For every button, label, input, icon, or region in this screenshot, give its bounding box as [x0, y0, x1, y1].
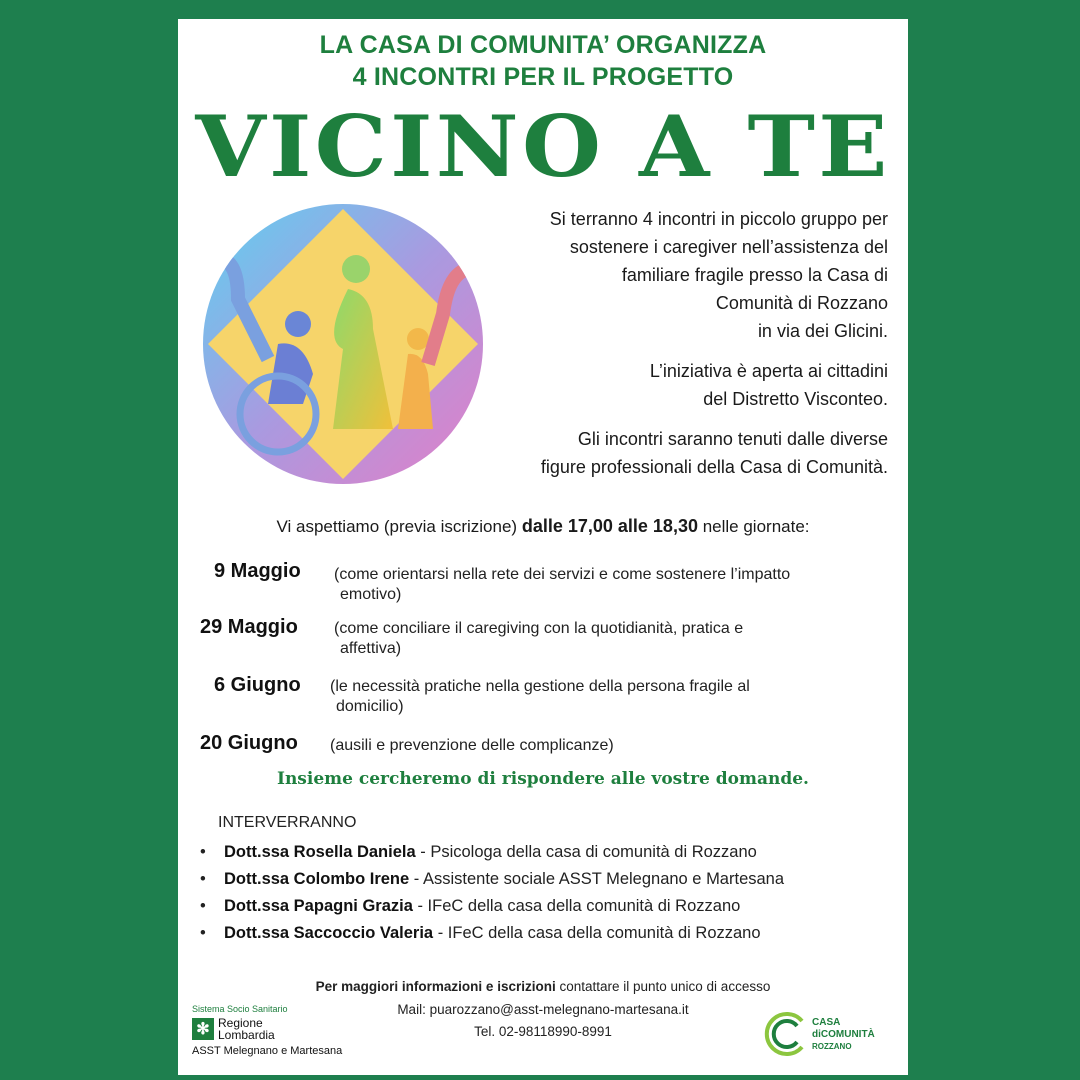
list-item: [200, 839, 890, 866]
event-date: 6 Giugno: [214, 674, 301, 696]
casa-di-comunita-logo: [764, 1011, 894, 1061]
cdc-line-3: ROZZANO: [812, 1042, 852, 1051]
cdc-line-1: CASA: [812, 1017, 841, 1028]
intro-line: Gli incontri saranno tenuti dalle diverse: [577, 429, 888, 449]
schedule-intro: [178, 516, 908, 537]
system-label: Sistema Socio Sanitario: [192, 1004, 288, 1014]
speaker-name: Dott.ssa Rosella Daniela: [224, 843, 416, 861]
bullet-icon: •: [200, 897, 206, 915]
event-desc: (come orientarsi nella rete dei servizi e come sostenere l’impatto: [334, 566, 791, 583]
schedule-pre: Vi aspettiamo (previa iscrizione): [276, 517, 518, 536]
community-illustration: [198, 199, 488, 489]
event-date: 9 Maggio: [214, 560, 301, 582]
intro-line: familiare fragile presso la Casa di: [621, 265, 888, 285]
schedule-time: dalle 17,00 alle 18,30: [521, 516, 698, 536]
intro-line: del Distretto Visconteo.: [703, 389, 888, 409]
header-line-1: LA CASA DI COMUNITA’ ORGANIZZA: [319, 31, 767, 59]
schedule-post: nelle giornate:: [702, 517, 810, 536]
contact-rest: contattare il punto unico di accesso: [555, 979, 771, 994]
contact-bold: Per maggiori informazioni e iscrizioni: [315, 979, 556, 994]
lombardia-rose-icon: ✻: [192, 1018, 214, 1040]
event-desc: (ausili e prevenzione delle complicanze): [330, 737, 614, 754]
event-desc: (come conciliare il caregiving con la quotidianità, pratica e: [334, 620, 744, 637]
event-desc: (le necessità pratiche nella gestione della persona fragile al: [330, 678, 750, 695]
bullet-icon: •: [200, 870, 206, 888]
bullet-icon: •: [200, 843, 206, 861]
intro-line: sostenere i caregiver nell’assistenza del: [569, 237, 888, 257]
intro-line: Comunità di Rozzano: [715, 293, 888, 313]
speakers-list: [200, 839, 890, 947]
asst-label: ASST Melegnano e Martesana: [192, 1045, 343, 1057]
intro-line: figure professionali della Casa di Comunità.: [540, 457, 888, 477]
contact-phone: Tel. 02-98118990-8991: [474, 1024, 612, 1039]
casa-comunita-icon: [764, 1011, 810, 1057]
speaker-role: - Psicologa della casa di comunità di Rozzano: [415, 843, 757, 861]
contact-mail: Mail: puarozzano@asst-melegnano-martesana.it: [397, 1002, 689, 1017]
speaker-name: Dott.ssa Papagni Grazia: [224, 897, 413, 915]
poster: [178, 19, 908, 1075]
region-line-1: Regione: [218, 1016, 263, 1030]
event-date: 29 Maggio: [200, 616, 298, 638]
list-item: [200, 920, 890, 947]
speaker-name: Dott.ssa Saccoccio Valeria: [224, 924, 434, 942]
speaker-role: - IFeC della casa della comunità di Rozzano: [412, 897, 741, 915]
page-title: VICINO A TE: [195, 97, 891, 196]
event-desc: affettiva): [340, 640, 402, 657]
intro-text: [448, 205, 888, 493]
intro-line: Si terranno 4 incontri in piccolo gruppo per: [549, 209, 888, 229]
event-date: 20 Giugno: [200, 732, 298, 754]
intro-line: in via dei Glicini.: [757, 321, 888, 341]
speaker-role: - Assistente sociale ASST Melegnano e Martesana: [409, 870, 785, 888]
speakers-title: INTERVERRANNO: [218, 814, 357, 831]
intro-line: L’iniziativa è aperta ai cittadini: [649, 361, 888, 381]
list-item: [200, 866, 890, 893]
bullet-icon: •: [200, 924, 206, 942]
event-desc: emotivo): [340, 586, 402, 603]
contact-info: [178, 979, 908, 994]
region-line-2: Lombardia: [218, 1028, 275, 1042]
list-item: [200, 893, 890, 920]
cdc-line-2: diCOMUNITÀ: [812, 1029, 875, 1040]
speaker-role: - IFeC della casa della comunità di Rozzano: [433, 924, 761, 942]
event-desc: domicilio): [336, 698, 404, 715]
speaker-name: Dott.ssa Colombo Irene: [224, 870, 410, 888]
tagline: Insieme cercheremo di rispondere alle vostre domande.: [277, 769, 809, 789]
regione-lombardia-logo: [192, 1004, 382, 1057]
header-line-2: 4 INCONTRI PER IL PROGETTO: [352, 63, 734, 91]
